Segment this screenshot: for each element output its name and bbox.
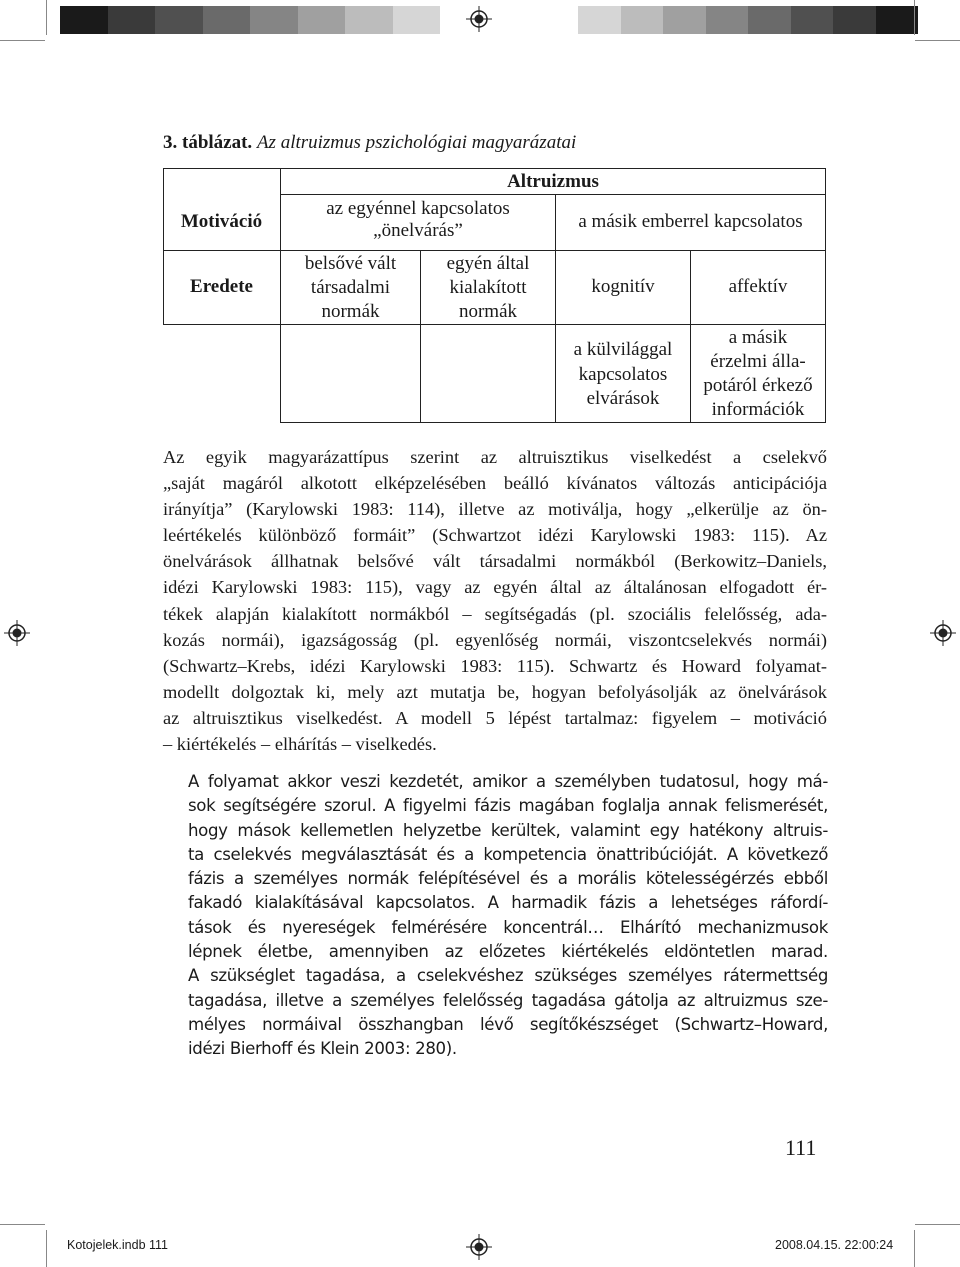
registration-mark-icon <box>466 6 492 32</box>
text-line: tások és nyereségek felmérésére koncentrál… Elhárító mechanizmusok <box>188 917 828 937</box>
text-line: tékek alapján kialakított normákból – segítségadás (pl. szociális felelősség, ada- <box>163 603 827 624</box>
text-line: mélyes normáival összhangban lévő segítőkészséget (Schwartz–Howard, <box>188 1014 828 1034</box>
calibration-swatch <box>876 6 919 34</box>
calibration-swatch <box>621 6 664 34</box>
calibration-swatch <box>578 6 621 34</box>
cognitive-detail-cell: a külvilággal kapcsolatos elvárások <box>573 339 673 410</box>
internalized-norms-cell: belsővé vált társadalmi normák <box>304 253 397 322</box>
crop-mark <box>915 40 960 41</box>
altruism-explanations-table <box>163 168 826 423</box>
table-caption <box>163 132 576 154</box>
individual-norms-cell: egyén által kialakított normák <box>446 253 530 322</box>
row-label-motivacio: Motiváció <box>180 211 263 232</box>
text-line: ta cselekvés megválasztását és a kompetencia önattribúcióját. A következő <box>188 844 828 864</box>
calibration-swatch <box>345 6 393 34</box>
calibration-swatch <box>833 6 876 34</box>
calibration-swatch <box>791 6 834 34</box>
text-line: sok segítségére szorul. A figyelmi fázis magában foglalja annak felismerését, <box>188 796 828 816</box>
body-paragraph-sans <box>188 770 828 1062</box>
text-line: az altruisztikus viselkedést. A modell 5 lépést tartalmaz: figyelem – motiváció <box>163 707 827 728</box>
text-line: önelvárások állhatnak belsővé vált társadalmi normákból (Berkowitz–Daniels, <box>163 551 827 572</box>
calibration-swatch <box>203 6 251 34</box>
row-label-eredete: Eredete <box>190 276 253 297</box>
color-calibration-strip-right <box>578 6 918 34</box>
text-line: – kiértékelés – elhárítás – viselkedés. <box>163 734 437 755</box>
footer-file-info: Kotojelek.indb 111 <box>67 1238 169 1252</box>
text-line: fakadó kialakításával kapcsolatos. A harmadik fázis a lehetséges ráfordí- <box>188 893 828 913</box>
page-number: 111 <box>785 1135 817 1160</box>
cognitive-cell: kognitív <box>591 276 655 297</box>
text-line: fázis a személyes normák felépítésével és a morális kötelességérzés ebből <box>188 869 828 889</box>
crop-mark <box>0 40 45 41</box>
crop-mark <box>0 1224 45 1225</box>
text-line: hogy mások kellemetlen helyzetbe kerültek, valamint egy hatékony altruis- <box>188 820 828 840</box>
text-line: irányítja” (Karylowski 1983: 114), illetve az motiválja, hogy „elkerülje az ön- <box>163 499 827 520</box>
text-line: A szükséglet tagadása, a cselekvéshez szükséges személyes rátermettség <box>188 966 828 986</box>
registration-mark-icon <box>930 620 956 646</box>
text-line: Az egyik magyarázattípus szerint az altruisztikus viselkedést a cselekvő <box>163 447 827 467</box>
affective-detail-cell: a másik érzelmi álla- potáról érkező információk <box>703 327 813 421</box>
registration-mark-icon <box>4 620 30 646</box>
text-line: „saját magáról alkotott elképzelésében beálló kívánatos változás anticipációja <box>163 473 827 494</box>
text-line: tagadása, illetve a személyes felelősség tagadása gátolja az altruizmus sze- <box>188 990 828 1010</box>
crop-mark <box>46 1230 47 1267</box>
text-line: idézi Karylowski 1983: 115), vagy az egyén által az általánosan elfogadott ér- <box>163 577 827 598</box>
calibration-swatch <box>393 6 441 34</box>
affective-cell: affektív <box>728 276 788 297</box>
crop-mark <box>46 0 47 35</box>
header-altruizmus: Altruizmus <box>507 171 599 192</box>
crop-mark <box>915 1224 960 1225</box>
calibration-swatch <box>706 6 749 34</box>
text-line: lépnek életbe, amennyiben az előzetes kiértékelés eldöntetlen marad. <box>188 942 828 962</box>
text-line: modellt dolgoztak ki, mely azt mutatja be, hogyan befolyásolják az önelvárások <box>163 681 827 702</box>
self-related-cell: az egyénnel kapcsolatos „önelvárás” <box>326 198 510 241</box>
table-title: Az altruizmus pszichológiai magyarázatai <box>256 132 577 153</box>
registration-mark-icon <box>466 1234 492 1260</box>
calibration-swatch <box>748 6 791 34</box>
table-number: 3. táblázat. <box>163 132 253 153</box>
calibration-swatch <box>298 6 346 34</box>
crop-mark <box>914 0 915 35</box>
text-line: kozás normái), igazságosság (pl. egyenlőség normái, viszontcselekvés normái) <box>163 629 827 650</box>
body-paragraph-serif <box>163 444 827 757</box>
other-related-cell: a másik emberrel kapcsolatos <box>578 211 803 232</box>
calibration-swatch <box>663 6 706 34</box>
calibration-swatch <box>60 6 108 34</box>
calibration-swatch <box>155 6 203 34</box>
footer-timestamp: 2008.04.15. 22:00:24 <box>775 1238 894 1252</box>
calibration-swatch <box>108 6 156 34</box>
text-line: A folyamat akkor veszi kezdetét, amikor a személyben tudatosul, hogy má- <box>188 772 828 791</box>
color-calibration-strip-left <box>60 6 440 34</box>
text-line: idézi Bierhoff és Klein 2003: 280). <box>188 1039 457 1059</box>
crop-mark <box>914 1230 915 1267</box>
text-line: (Schwartz–Krebs, idézi Karylowski 1983: 115). Schwartz és Howard folyamat- <box>163 655 827 676</box>
calibration-swatch <box>250 6 298 34</box>
text-line: leértékelés különböző formáit” (Schwartzot idézi Karylowski 1983: 115). Az <box>163 525 827 546</box>
